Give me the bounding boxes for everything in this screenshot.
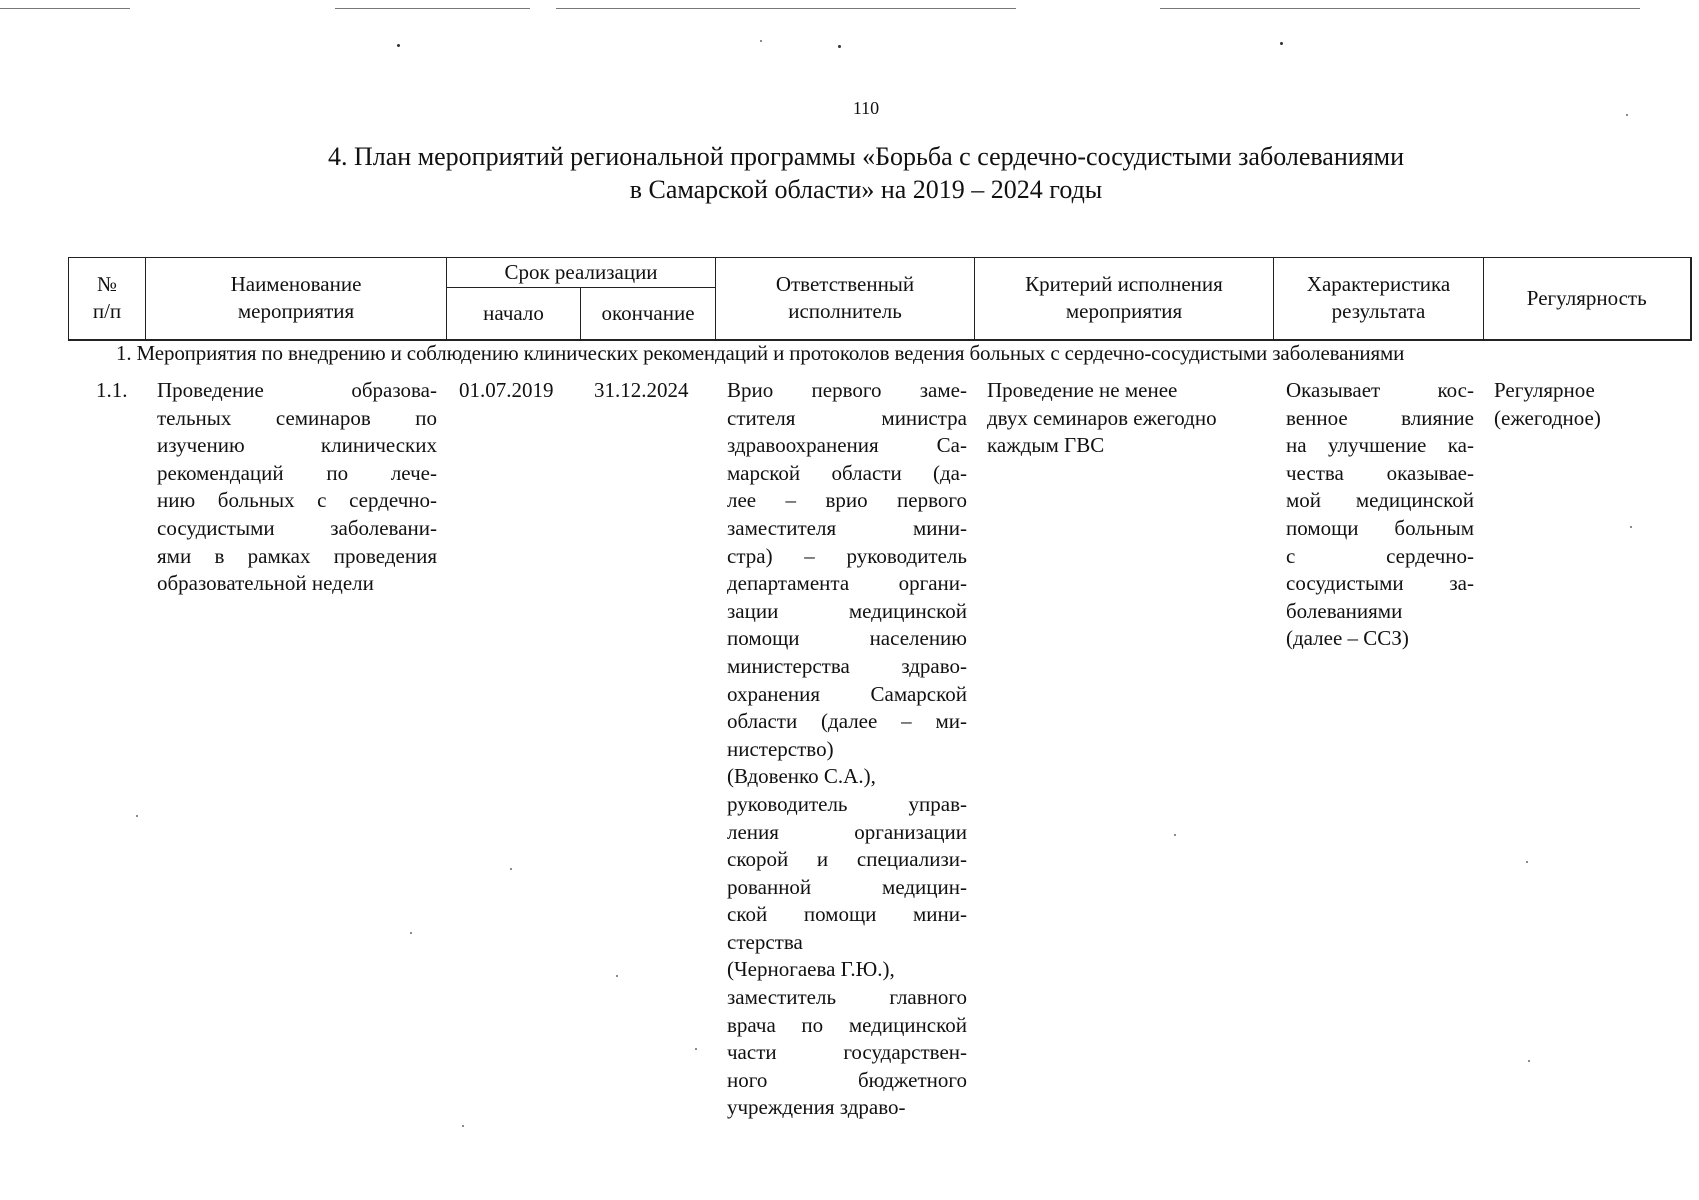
scan-speck xyxy=(1528,1060,1530,1062)
text-line: заместитель главного xyxy=(727,985,967,1010)
scan-speck xyxy=(462,1125,464,1127)
text-line: стра) – руководитель xyxy=(727,543,967,568)
row-number: 1.1. xyxy=(96,378,128,402)
header-regularity: Регулярность xyxy=(1484,258,1691,340)
header-start: начало xyxy=(447,288,581,340)
header-name-line: мероприятия xyxy=(237,299,355,324)
text-line: образовательной недели xyxy=(157,571,374,596)
row-criterion xyxy=(987,377,1267,460)
text-line: сосудистыми заболевани- xyxy=(157,515,437,540)
text-line: Проведение не менее xyxy=(987,378,1178,402)
text-line: департамента органи- xyxy=(727,571,967,596)
scan-speck xyxy=(1174,834,1176,836)
text-line: мой медицинской xyxy=(1286,488,1474,513)
text-line: Регулярное xyxy=(1494,378,1595,402)
title-line: в Самарской области» на 2019 – 2024 годы xyxy=(629,175,1103,204)
text-line: помощи больным xyxy=(1286,515,1474,540)
header-executor xyxy=(716,258,975,340)
text-line: (Черногаева Г.Ю.), xyxy=(727,957,895,982)
text-line: (Вдовенко С.А.), xyxy=(727,764,876,789)
text-line: здравоохранения Са- xyxy=(727,433,967,458)
scan-speck xyxy=(695,1048,697,1050)
scan-speck xyxy=(760,40,762,42)
header-end: окончание xyxy=(581,288,716,340)
text-line: Оказывает кос- xyxy=(1286,378,1474,402)
text-line: тельных семинаров по xyxy=(157,405,437,430)
text-line: (ежегодное) xyxy=(1494,405,1601,430)
text-line: охранения Самарской xyxy=(727,681,967,706)
text-line: учреждения здраво- xyxy=(727,1095,906,1120)
text-line: болеваниями xyxy=(1286,598,1403,623)
text-line: рекомендаций по лече- xyxy=(157,460,437,485)
header-result-line: результата xyxy=(1331,299,1426,324)
text-line: министерства здраво- xyxy=(727,653,967,678)
text-line: Врио первого заме- xyxy=(727,378,967,402)
text-line: врача по медицинской xyxy=(727,1012,967,1037)
text-line: Проведение образова- xyxy=(157,378,437,402)
row-executor xyxy=(727,377,967,1122)
text-line: нистерство) xyxy=(727,736,834,761)
text-line: нию больных с сердечно- xyxy=(157,488,437,513)
text-line: марской области (да- xyxy=(727,460,967,485)
header-name-line: Наименование xyxy=(230,272,362,297)
text-line: скорой и специализи- xyxy=(727,847,967,872)
page-title xyxy=(0,140,1699,206)
text-line: изучению клинических xyxy=(157,433,437,458)
header-number-line: п/п xyxy=(92,299,122,324)
text-line: заместителя мини- xyxy=(727,515,967,540)
header-number-line: № xyxy=(96,272,118,297)
scan-speck xyxy=(838,45,841,48)
table-header xyxy=(68,257,1692,341)
scan-speck xyxy=(616,975,618,977)
scan-speck xyxy=(136,815,138,817)
text-line: помощи населению xyxy=(727,626,967,651)
text-line: на улучшение ка- xyxy=(1286,433,1474,458)
text-line: (далее – ССЗ) xyxy=(1286,626,1409,651)
scan-speck xyxy=(1630,526,1632,528)
text-line: ления организации xyxy=(727,819,967,844)
text-line: с сердечно- xyxy=(1286,543,1474,568)
text-line: сосудистыми за- xyxy=(1286,571,1474,596)
text-line: каждым ГВС xyxy=(987,433,1105,458)
header-executor-line: исполнитель xyxy=(788,299,902,324)
text-line: руководитель управ- xyxy=(727,791,967,816)
scan-speck xyxy=(1280,42,1283,45)
scan-speck xyxy=(1526,861,1528,863)
text-line: чества оказывае- xyxy=(1286,460,1474,485)
header-result-line: Характеристика xyxy=(1306,272,1451,297)
text-line: области (далее – ми- xyxy=(727,709,967,734)
header-number xyxy=(69,258,146,340)
row-result xyxy=(1286,377,1474,653)
header-executor-line: Ответственный xyxy=(775,272,915,297)
text-line: венное влияние xyxy=(1286,405,1474,430)
section-title: 1. Мероприятия по внедрению и соблюдению клинических рекомендаций и протоколов ведения больных с сердечно-сосудистыми заболеваниями xyxy=(116,341,1405,365)
header-result xyxy=(1274,258,1484,340)
text-line: стерства xyxy=(727,929,803,954)
text-line: ской помощи мини- xyxy=(727,902,967,927)
page-number: 110 xyxy=(852,98,880,118)
text-line: рованной медицин- xyxy=(727,874,967,899)
header-term: Срок реализации xyxy=(447,258,716,288)
text-line: ного бюджетного xyxy=(727,1067,967,1092)
text-line: двух семинаров ежегодно xyxy=(987,405,1217,430)
title-line: 4. План мероприятий региональной программы «Борьба с сердечно-сосудистыми заболеваниями xyxy=(327,142,1405,171)
text-line: стителя министра xyxy=(727,405,967,430)
header-name xyxy=(146,258,447,340)
scan-speck xyxy=(410,932,412,934)
scan-speck xyxy=(397,44,400,47)
row-name xyxy=(157,377,437,598)
row-end-date: 31.12.2024 xyxy=(594,378,689,402)
text-line: ями в рамках проведения xyxy=(157,543,437,568)
header-criterion-line: Критерий исполнения xyxy=(1025,272,1223,297)
scan-speck xyxy=(510,868,512,870)
text-line: части государствен- xyxy=(727,1040,967,1065)
row-start-date: 01.07.2019 xyxy=(459,378,554,402)
header-criterion-line: мероприятия xyxy=(1065,299,1183,324)
header-criterion xyxy=(975,258,1274,340)
row-regularity xyxy=(1494,377,1684,432)
scan-edge-artifact xyxy=(0,8,1699,11)
text-line: зации медицинской xyxy=(727,598,967,623)
text-line: лее – врио первого xyxy=(727,488,967,513)
